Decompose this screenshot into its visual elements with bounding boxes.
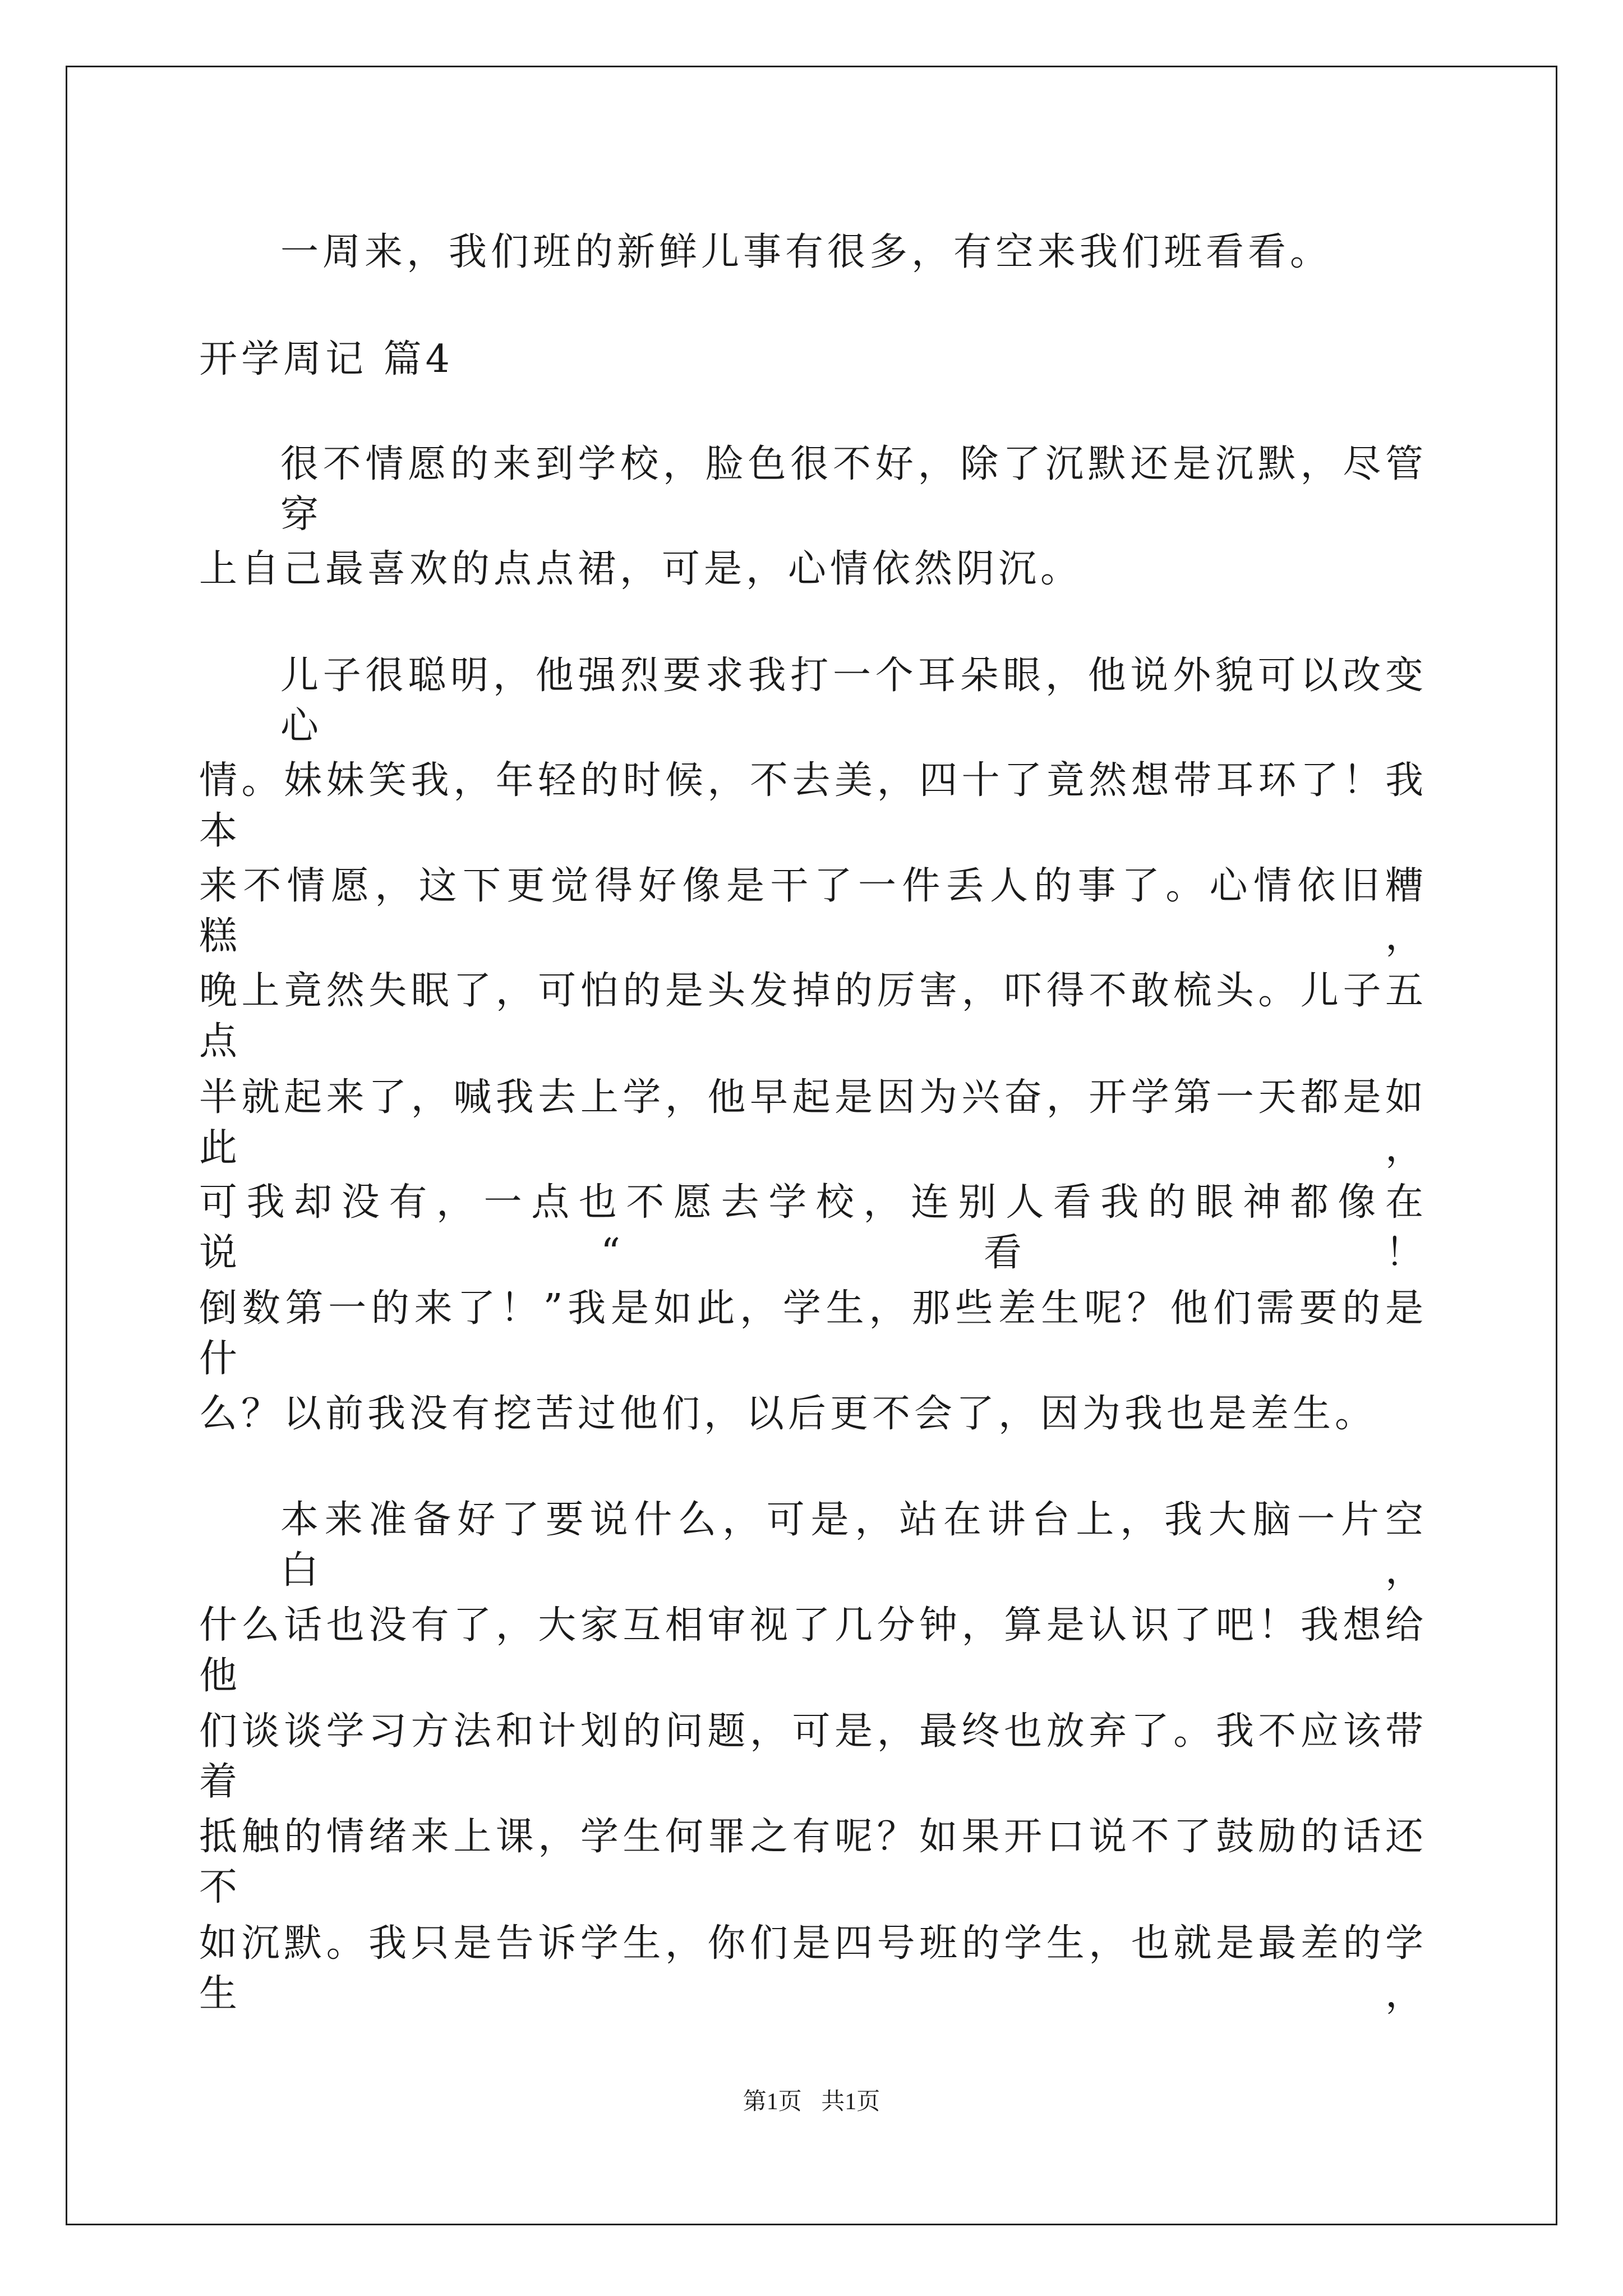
paragraph-line: 来不情愿，这下更觉得好像是干了一件丢人的事了。心情依旧糟糕， (199, 864, 1427, 959)
paragraph-line: 本来准备好了要说什么，可是，站在讲台上，我大脑一片空白， (280, 1498, 1427, 1593)
paragraph-line: 什么话也没有了，大家互相审视了几分钟，算是认识了吧！我想给他 (199, 1603, 1427, 1698)
page-footer (0, 2085, 1623, 2119)
paragraph-line: 可我却没有，一点也不愿去学校，连别人看我的眼神都像在说“看！ (199, 1180, 1427, 1275)
paragraph-line: 抵触的情绪来上课，学生何罪之有呢？如果开口说不了鼓励的话还不 (199, 1815, 1427, 1910)
paragraph-line: 半就起来了，喊我去上学，他早起是因为兴奋，开学第一天都是如此， (199, 1075, 1427, 1170)
paragraph-line: 情。妹妹笑我，年轻的时候，不去美，四十了竟然想带耳环了！我本 (199, 758, 1427, 853)
paragraph-line: 儿子很聪明，他强烈要求我打一个耳朵眼，他说外貌可以改变心 (280, 654, 1427, 748)
paragraph-line: 一周来，我们班的新鲜儿事有很多，有空来我们班看看。 (280, 230, 1332, 274)
page-total: 共1页 (821, 2089, 880, 2115)
page-number: 第1页 (743, 2089, 802, 2115)
section-heading: 开学周记 篇4 (199, 337, 454, 381)
paragraph-line: 上自己最喜欢的点点裙，可是，心情依然阴沉。 (199, 547, 1083, 591)
paragraph-line: 很不情愿的来到学校，脸色很不好，除了沉默还是沉默，尽管穿 (280, 442, 1427, 537)
paragraph-line: 们谈谈学习方法和计划的问题，可是，最终也放弃了。我不应该带着 (199, 1709, 1427, 1804)
paragraph-line: 晚上竟然失眠了，可怕的是头发掉的厉害，吓得不敢梳头。儿子五点 (199, 969, 1427, 1064)
paragraph-line: 倒数第一的来了！”我是如此，学生，那些差生呢？他们需要的是什 (199, 1286, 1427, 1381)
paragraph-line: 如沉默。我只是告诉学生，你们是四号班的学生，也就是最差的学生， (199, 1921, 1427, 2016)
paragraph-line: 么？以前我没有挖苦过他们，以后更不会了，因为我也是差生。 (199, 1392, 1377, 1436)
